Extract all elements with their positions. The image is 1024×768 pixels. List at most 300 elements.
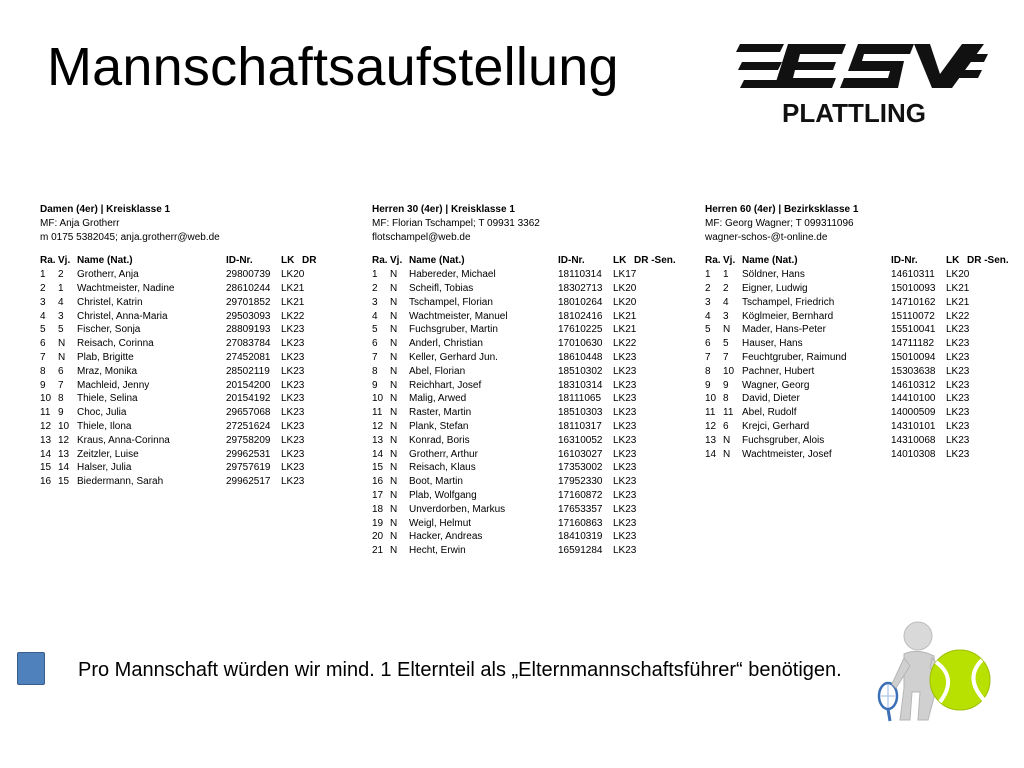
table-cell: 14410100 — [891, 393, 936, 405]
table-cell: LK23 — [613, 393, 637, 405]
table-cell: 14310101 — [891, 420, 936, 432]
table-row — [372, 461, 672, 475]
table-row — [372, 379, 672, 393]
team-contact: m 0175 5382045; anja.grotherr@web.de — [40, 231, 220, 243]
team-captain: MF: Florian Tschampel; T 09931 3362 — [372, 217, 540, 229]
table-cell: 17610225 — [558, 324, 603, 336]
table-cell: 9 — [723, 379, 729, 391]
table-cell: 18410319 — [558, 531, 603, 543]
table-cell: Abel, Rudolf — [742, 407, 797, 419]
table-cell: N — [390, 351, 398, 363]
table-row — [40, 379, 340, 393]
table-row — [372, 323, 672, 337]
table-cell: LK21 — [281, 296, 305, 308]
table-row — [705, 406, 1005, 420]
table-cell: Plank, Stefan — [409, 420, 469, 432]
table-row — [705, 365, 1005, 379]
table-cell: 17 — [372, 489, 384, 501]
column-header: Vj. — [723, 255, 736, 267]
table-cell: 1 — [723, 269, 729, 281]
table-cell: 18 — [372, 503, 384, 515]
table-cell: 29757619 — [226, 462, 271, 474]
table-cell: LK23 — [613, 351, 637, 363]
table-cell: Hecht, Erwin — [409, 545, 466, 557]
table-cell: Reisach, Corinna — [77, 338, 154, 350]
table-cell: 13 — [372, 434, 384, 446]
table-cell: 8 — [58, 393, 64, 405]
table-cell: LK23 — [281, 476, 305, 488]
table-row — [705, 296, 1005, 310]
table-row — [705, 282, 1005, 296]
table-cell: Köglmeier, Bernhard — [742, 310, 834, 322]
table-cell: N — [58, 338, 66, 350]
table-cell: Biedermann, Sarah — [77, 476, 164, 488]
table-row — [372, 434, 672, 448]
team-contact: wagner-schos-@t-online.de — [705, 231, 828, 243]
table-cell: LK23 — [946, 379, 970, 391]
table-cell: Kraus, Anna-Corinna — [77, 434, 170, 446]
table-cell: 16 — [40, 476, 52, 488]
table-cell: 8 — [705, 365, 711, 377]
table-cell: 1 — [58, 282, 64, 294]
table-row — [40, 310, 340, 324]
table-cell: N — [390, 407, 398, 419]
column-header: LK — [613, 255, 627, 267]
table-cell: LK21 — [946, 282, 970, 294]
column-header: Vj. — [58, 255, 71, 267]
table-cell: 14610312 — [891, 379, 936, 391]
table-cell: LK20 — [613, 296, 637, 308]
table-cell: 13 — [705, 434, 717, 446]
table-cell: Wachtmeister, Manuel — [409, 310, 508, 322]
column-header: Ra. — [372, 255, 388, 267]
table-cell: 14 — [705, 448, 717, 460]
table-cell: N — [390, 310, 398, 322]
team-title: Herren 30 (4er) | Kreisklasse 1 — [372, 204, 515, 215]
table-cell: LK23 — [613, 462, 637, 474]
table-cell: 19 — [372, 517, 384, 529]
table-cell: 10 — [723, 365, 735, 377]
table-cell: Scheifl, Tobias — [409, 282, 474, 294]
table-row — [372, 544, 672, 558]
table-cell: 1 — [705, 269, 711, 281]
table-cell: Thiele, Ilona — [77, 420, 132, 432]
table-cell: LK23 — [281, 324, 305, 336]
table-cell: Wachtmeister, Nadine — [77, 282, 175, 294]
team-captain: MF: Anja Grotherr — [40, 217, 120, 229]
table-cell: Keller, Gerhard Jun. — [409, 351, 498, 363]
table-cell: Plab, Brigitte — [77, 351, 134, 363]
table-cell: LK21 — [946, 296, 970, 308]
table-row — [40, 475, 340, 489]
table-cell: 29503093 — [226, 310, 271, 322]
table-cell: N — [390, 503, 398, 515]
table-cell: Fuchsgruber, Martin — [409, 324, 498, 336]
table-cell: 7 — [40, 351, 46, 363]
table-cell: 15 — [40, 462, 52, 474]
table-cell: 20154200 — [226, 379, 271, 391]
table-cell: 3 — [705, 296, 711, 308]
table-row — [372, 351, 672, 365]
slide-title: Mannschaftsaufstellung — [47, 37, 619, 97]
table-cell: N — [723, 324, 731, 336]
table-cell: 14010308 — [891, 448, 936, 460]
table-cell: LK23 — [613, 420, 637, 432]
tennis-player-with-ball-icon — [870, 618, 992, 724]
table-cell: N — [390, 462, 398, 474]
table-row — [372, 310, 672, 324]
table-cell: LK20 — [946, 269, 970, 281]
column-header: LK — [281, 255, 295, 267]
table-cell: LK23 — [946, 338, 970, 350]
table-cell: 12 — [705, 420, 717, 432]
table-cell: LK22 — [613, 338, 637, 350]
team-captain: MF: Georg Wagner; T 099311096 — [705, 217, 854, 229]
table-row — [705, 310, 1005, 324]
table-cell: 15 — [58, 476, 70, 488]
column-header: LK — [946, 255, 960, 267]
table-row — [372, 517, 672, 531]
table-cell: 29800739 — [226, 269, 271, 281]
table-cell: 3 — [723, 310, 729, 322]
table-cell: Halser, Julia — [77, 462, 132, 474]
table-cell: LK23 — [281, 462, 305, 474]
table-row — [372, 282, 672, 296]
table-cell: LK23 — [281, 448, 305, 460]
table-cell: 14310068 — [891, 434, 936, 446]
table-cell: LK23 — [613, 517, 637, 529]
table-cell: 6 — [40, 338, 46, 350]
table-cell: LK21 — [281, 282, 305, 294]
table-row — [372, 503, 672, 517]
table-cell: LK23 — [613, 503, 637, 515]
table-row — [40, 420, 340, 434]
table-cell: 8 — [40, 365, 46, 377]
table-row — [372, 365, 672, 379]
table-cell: 6 — [723, 420, 729, 432]
table-cell: Reisach, Klaus — [409, 462, 476, 474]
table-cell: 5 — [372, 324, 378, 336]
table-row — [372, 296, 672, 310]
table-cell: 18010264 — [558, 296, 603, 308]
table-cell: 7 — [705, 351, 711, 363]
table-cell: 12 — [372, 420, 384, 432]
table-cell: LK23 — [946, 393, 970, 405]
table-cell: 14711182 — [891, 338, 935, 350]
table-cell: Wagner, Georg — [742, 379, 810, 391]
table-cell: 1 — [40, 269, 46, 281]
column-header: ID-Nr. — [891, 255, 918, 267]
table-cell: 7 — [723, 351, 729, 363]
table-cell: N — [390, 365, 398, 377]
table-cell: 17010630 — [558, 338, 603, 350]
team-contact: flotschampel@web.de — [372, 231, 471, 243]
table-cell: 28502119 — [226, 365, 270, 377]
table-cell: 16310052 — [558, 434, 603, 446]
table-cell: Söldner, Hans — [742, 269, 805, 281]
table-cell: LK22 — [946, 310, 970, 322]
team-herren-60 — [705, 203, 1009, 461]
column-header: Name (Nat.) — [77, 255, 133, 267]
table-cell: 8 — [372, 365, 378, 377]
table-cell: LK23 — [281, 365, 305, 377]
table-cell: LK21 — [613, 310, 637, 322]
table-cell: 9 — [705, 379, 711, 391]
table-cell: LK17 — [613, 269, 637, 281]
table-cell: LK23 — [281, 393, 305, 405]
table-cell: N — [390, 269, 398, 281]
table-cell: 15010093 — [891, 282, 936, 294]
table-cell: 29962517 — [226, 476, 271, 488]
table-row — [372, 392, 672, 406]
table-cell: LK23 — [946, 420, 970, 432]
table-cell: 2 — [705, 282, 711, 294]
table-row — [40, 351, 340, 365]
table-cell: 5 — [705, 324, 711, 336]
table-cell: 7 — [372, 351, 378, 363]
table-row — [372, 406, 672, 420]
table-cell: 14710162 — [891, 296, 936, 308]
table-cell: 29758209 — [226, 434, 271, 446]
table-cell: N — [723, 448, 731, 460]
table-row — [40, 323, 340, 337]
table-cell: David, Dieter — [742, 393, 800, 405]
table-cell: 3 — [40, 296, 46, 308]
table-cell: Habereder, Michael — [409, 269, 496, 281]
table-cell: 18302713 — [558, 282, 603, 294]
table-cell: 18510302 — [558, 365, 603, 377]
table-cell: N — [723, 434, 731, 446]
table-cell: N — [390, 393, 398, 405]
table-cell: 6 — [705, 338, 711, 350]
table-cell: Machleid, Jenny — [77, 379, 150, 391]
table-cell: LK23 — [613, 379, 637, 391]
table-cell: 3 — [58, 310, 64, 322]
table-cell: Fuchsgruber, Alois — [742, 434, 825, 446]
table-cell: LK23 — [281, 338, 305, 350]
table-cell: 27452081 — [226, 351, 271, 363]
table-cell: LK22 — [281, 310, 305, 322]
table-row — [705, 448, 1005, 462]
table-row — [372, 268, 672, 282]
table-cell: 27083784 — [226, 338, 271, 350]
table-row — [705, 379, 1005, 393]
table-cell: 12 — [40, 420, 52, 432]
table-cell: 2 — [40, 282, 46, 294]
table-cell: 17160863 — [558, 517, 603, 529]
table-cell: 4 — [372, 310, 378, 322]
table-cell: 12 — [58, 434, 70, 446]
table-cell: LK23 — [946, 351, 970, 363]
table-cell: 10 — [372, 393, 384, 405]
table-row — [705, 323, 1005, 337]
table-cell: LK23 — [281, 420, 305, 432]
table-cell: Fischer, Sonja — [77, 324, 141, 336]
column-header: Ra. — [705, 255, 721, 267]
table-cell: 16591284 — [558, 545, 603, 557]
table-cell: 10 — [40, 393, 52, 405]
table-cell: 3 — [372, 296, 378, 308]
table-cell: 9 — [58, 407, 64, 419]
table-cell: 9 — [40, 379, 46, 391]
table-cell: 9 — [372, 379, 378, 391]
table-row — [40, 365, 340, 379]
table-cell: LK20 — [281, 269, 305, 281]
table-cell: LK23 — [281, 434, 305, 446]
table-cell: 14000509 — [891, 407, 936, 419]
table-cell: Plab, Wolfgang — [409, 489, 477, 501]
table-cell: 5 — [58, 324, 64, 336]
table-cell: Wachtmeister, Josef — [742, 448, 832, 460]
table-cell: Eigner, Ludwig — [742, 282, 808, 294]
table-cell: 11 — [372, 407, 383, 419]
table-cell: 5 — [40, 324, 46, 336]
table-cell: N — [390, 448, 398, 460]
table-cell: LK23 — [281, 407, 305, 419]
table-row — [705, 268, 1005, 282]
table-cell: Reichhart, Josef — [409, 379, 482, 391]
table-row — [40, 392, 340, 406]
table-cell: 15110072 — [891, 310, 935, 322]
logo-subtitle: PLATTLING — [782, 98, 926, 128]
table-cell: 2 — [372, 282, 378, 294]
table-cell: Pachner, Hubert — [742, 365, 815, 377]
table-cell: 7 — [58, 379, 64, 391]
table-cell: Anderl, Christian — [409, 338, 483, 350]
table-row — [372, 420, 672, 434]
table-row — [40, 406, 340, 420]
table-row — [40, 337, 340, 351]
table-cell: N — [390, 476, 398, 488]
table-cell: LK23 — [281, 351, 305, 363]
table-cell: 5 — [723, 338, 729, 350]
table-cell: Boot, Martin — [409, 476, 463, 488]
team-damen — [40, 203, 340, 489]
table-cell: N — [390, 489, 398, 501]
table-row — [40, 461, 340, 475]
table-cell: LK20 — [613, 282, 637, 294]
table-row — [705, 434, 1005, 448]
column-header: ID-Nr. — [226, 255, 253, 267]
table-cell: LK23 — [946, 365, 970, 377]
table-row — [40, 448, 340, 462]
team-title: Damen (4er) | Kreisklasse 1 — [40, 204, 171, 215]
table-cell: 4 — [723, 296, 729, 308]
table-cell: Mraz, Monika — [77, 365, 138, 377]
table-cell: 2 — [58, 269, 64, 281]
table-cell: 14 — [372, 448, 384, 460]
table-row — [40, 434, 340, 448]
table-cell: 14 — [58, 462, 70, 474]
table-cell: LK23 — [946, 324, 970, 336]
table-header-row — [705, 254, 1009, 268]
table-cell: Thiele, Selina — [77, 393, 138, 405]
table-cell: 27251624 — [226, 420, 271, 432]
table-row — [40, 282, 340, 296]
table-cell: 28610244 — [226, 282, 271, 294]
table-cell: Tschampel, Florian — [409, 296, 493, 308]
table-cell: 17952330 — [558, 476, 603, 488]
table-cell: 14610311 — [891, 269, 935, 281]
table-cell: 29701852 — [226, 296, 271, 308]
table-cell: 18310314 — [558, 379, 603, 391]
table-cell: N — [390, 282, 398, 294]
table-cell: Choc, Julia — [77, 407, 127, 419]
team-title: Herren 60 (4er) | Bezirksklasse 1 — [705, 204, 859, 215]
table-row — [705, 337, 1005, 351]
bullet-square-icon — [17, 652, 45, 685]
table-cell: Konrad, Boris — [409, 434, 470, 446]
column-header: Name (Nat.) — [742, 255, 798, 267]
table-cell: Hauser, Hans — [742, 338, 803, 350]
table-cell: 6 — [58, 365, 64, 377]
table-cell: 15510041 — [891, 324, 936, 336]
table-cell: 18510303 — [558, 407, 603, 419]
table-cell: LK23 — [613, 545, 637, 557]
table-cell: 6 — [372, 338, 378, 350]
table-cell: LK23 — [946, 448, 970, 460]
table-cell: LK23 — [613, 476, 637, 488]
column-header: Name (Nat.) — [409, 255, 465, 267]
table-cell: N — [390, 324, 398, 336]
table-row — [372, 448, 672, 462]
table-cell: 4 — [705, 310, 711, 322]
table-cell: LK21 — [613, 324, 637, 336]
column-header: DR -Sen. — [967, 255, 1009, 267]
table-cell: 15 — [372, 462, 384, 474]
table-row — [372, 530, 672, 544]
parent-captain-note: Pro Mannschaft würden wir mind. 1 Elternteil als „Elternmannschaftsführer“ benötigen. — [78, 659, 842, 681]
table-cell: Unverdorben, Markus — [409, 503, 506, 515]
table-cell: 15303638 — [891, 365, 936, 377]
table-cell: LK23 — [946, 407, 970, 419]
table-cell: Krejci, Gerhard — [742, 420, 810, 432]
table-cell: Weigl, Helmut — [409, 517, 472, 529]
table-cell: 16103027 — [558, 448, 603, 460]
table-cell: LK23 — [613, 489, 637, 501]
table-cell: 17353002 — [558, 462, 603, 474]
table-row — [372, 489, 672, 503]
table-cell: Christel, Anna-Maria — [77, 310, 168, 322]
esv-plattling-logo — [736, 40, 988, 128]
table-cell: 18102416 — [558, 310, 603, 322]
table-cell: Hacker, Andreas — [409, 531, 483, 543]
table-cell: Grotherr, Anja — [77, 269, 139, 281]
table-cell: 21 — [372, 545, 384, 557]
table-cell: N — [390, 434, 398, 446]
table-row — [705, 392, 1005, 406]
table-row — [40, 296, 340, 310]
table-cell: LK23 — [281, 379, 305, 391]
table-cell: N — [58, 351, 66, 363]
table-cell: LK23 — [613, 365, 637, 377]
table-header-row — [40, 254, 340, 268]
table-cell: Raster, Martin — [409, 407, 472, 419]
table-cell: LK23 — [613, 407, 637, 419]
table-cell: N — [390, 296, 398, 308]
column-header: DR — [302, 255, 317, 267]
table-cell: 11 — [40, 407, 51, 419]
table-cell: Mader, Hans-Peter — [742, 324, 826, 336]
team-herren-30 — [372, 203, 676, 558]
table-cell: LK23 — [613, 531, 637, 543]
table-cell: LK23 — [946, 434, 970, 446]
table-header-row — [372, 254, 676, 268]
table-row — [372, 475, 672, 489]
table-cell: 18110314 — [558, 269, 602, 281]
table-cell: Zeitzler, Luise — [77, 448, 139, 460]
table-cell: 29657068 — [226, 407, 271, 419]
